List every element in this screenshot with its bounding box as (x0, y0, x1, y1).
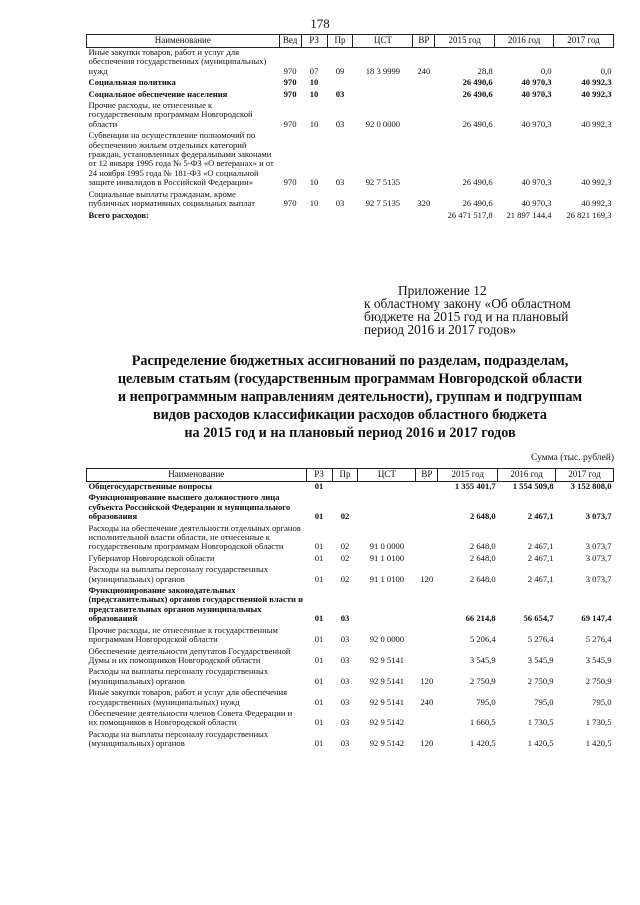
col-header-2015: 2015 год (435, 35, 495, 48)
top-budget-table (86, 34, 614, 220)
row-2016: 2 750,9 (527, 675, 554, 686)
col-header-2016: 2016 год (498, 469, 556, 482)
appendix-line: бюджете на 2015 год и на плановый (364, 309, 569, 324)
row-2017: 3 073,7 (585, 511, 612, 522)
row-2015: 5 206,4 (469, 634, 496, 645)
row-rz: 01 (314, 511, 324, 522)
row-vr (416, 552, 438, 563)
row-vr (413, 99, 435, 129)
row-pr (332, 482, 358, 492)
row-rz: 01 (314, 481, 324, 491)
row-name: Расходы на обеспечение деятельности отдельных органов исполнительной власти области, не отнесенные к государственным программам Новгородской области (88, 522, 301, 552)
row-cst (358, 482, 416, 492)
table-row (87, 99, 614, 129)
table-row (87, 48, 614, 77)
col-header-vr: ВР (416, 469, 438, 482)
row-name: Иные закупки товаров, работ и услуг для обеспечения государственных (муниципальных) нужд (88, 687, 288, 707)
row-2017: 5 276,4 (585, 634, 612, 645)
row-rz: 10 (309, 77, 319, 88)
row-name: Социальные выплаты гражданам, кроме публичных нормативных социальных выплат (88, 188, 256, 209)
row-2015: 2 648,0 (469, 541, 496, 552)
row-2017: 40 992,3 (581, 198, 612, 209)
title-line: видов расходов классификации расходов областного бюджета (152, 407, 548, 423)
row-ved: 970 (283, 65, 297, 76)
row-pr: 03 (340, 717, 350, 728)
row-ved: 970 (283, 77, 297, 88)
row-2015: 3 545,9 (469, 654, 496, 665)
row-2017: 1 420,5 (585, 738, 612, 749)
appendix-line: период 2016 и 2017 годов» (364, 322, 517, 337)
row-2015: 26 490,6 (462, 77, 493, 88)
row-name: Субвенции на осуществление полномочий по обеспечению жильем отдельных категорий граждан, установленных федеральными законами от 12 января 1995 года № 5-ФЗ «О ветеранах» и от 24 ноября 1995 года № 181-ФЗ «О социальной защите инвалидов в Российской Федерации» (88, 130, 274, 188)
row-vr (416, 491, 438, 521)
row-vr (416, 707, 438, 728)
row-name: Функционирование законодательных (представительных) органов государственной власти и представительных органов муниципальных образований (88, 585, 304, 624)
row-cst: 18 3 9999 (365, 65, 401, 76)
row-2016: 1 554 509,8 (512, 481, 554, 491)
row-vr (416, 624, 438, 645)
row-2016: 1 730,5 (527, 717, 554, 728)
row-2017: 1 730,5 (585, 717, 612, 728)
row-name: Обеспечение деятельности членов Совета Федерации и их помощников в Новгородской области (88, 707, 293, 728)
row-2016: 40 970,3 (521, 77, 552, 88)
row-2015: 2 750,9 (469, 675, 496, 686)
row-name: Прочие расходы, не отнесенные к государственным программам Новгородской области (88, 100, 253, 129)
row-2015: 26 490,6 (462, 118, 493, 129)
row-cst: 92 0 0000 (369, 634, 405, 645)
row-cst: 92 9 5141 (369, 696, 405, 707)
col-header-pr: Пр (327, 35, 353, 48)
row-name: Прочие расходы, не отнесенные к государственным программам Новгородской области (88, 624, 278, 645)
total-row (87, 209, 614, 220)
row-pr: 03 (340, 654, 350, 665)
row-ved: 970 (283, 88, 297, 99)
row-pr: 02 (340, 573, 350, 584)
row-2015: 2 648,0 (469, 552, 496, 563)
row-rz: 10 (309, 118, 319, 129)
document-title (86, 352, 614, 442)
row-rz: 10 (309, 198, 319, 209)
row-pr: 02 (340, 511, 350, 522)
row-rz: 07 (309, 65, 319, 76)
row-cst (358, 491, 416, 521)
page-number: 178 (310, 16, 330, 31)
table-row (87, 728, 614, 749)
row-2015: 1 355 401,7 (454, 481, 496, 491)
row-pr: 03 (340, 696, 350, 707)
row-cst (358, 584, 416, 624)
table-row (87, 686, 614, 707)
title-line: целевым статьям (государственным программам Новгородской области (117, 371, 583, 387)
table-row (87, 552, 614, 563)
row-cst: 91 0 0000 (369, 541, 405, 552)
row-2015: 2 648,0 (469, 511, 496, 522)
col-header-2017: 2017 год (554, 35, 614, 48)
table-row (87, 645, 614, 666)
bottom-budget-table (86, 468, 614, 749)
row-pr: 03 (340, 675, 350, 686)
table-row (87, 522, 614, 552)
row-2016: 40 970,3 (521, 198, 552, 209)
row-2016: 2 467,1 (527, 552, 554, 563)
table-row (87, 129, 614, 187)
row-vr (416, 645, 438, 666)
row-cst: 92 7 5135 (365, 198, 401, 209)
row-2016: 5 276,4 (527, 634, 554, 645)
row-cst: 92 9 5142 (369, 717, 405, 728)
row-pr: 03 (335, 198, 345, 209)
row-rz: 01 (314, 654, 324, 665)
row-name: Социальное обеспечение населения (88, 88, 228, 99)
col-header-vr: ВР (413, 35, 435, 48)
row-name: Обеспечение деятельности депутатов Государственной Думы и их помощников Новгородской области (88, 645, 291, 665)
row-2015: 26 490,6 (462, 198, 493, 209)
row-vr (416, 584, 438, 624)
row-name: Расходы на выплаты персоналу государственных (муниципальных) органов (88, 564, 269, 584)
row-2015: 1 420,5 (469, 738, 496, 749)
row-cst: 92 0 0000 (365, 118, 401, 129)
col-header-cst: ЦСТ (353, 35, 413, 48)
row-rz: 10 (309, 177, 319, 188)
row-2017: 0,0 (600, 65, 612, 76)
col-header-2015: 2015 год (438, 469, 498, 482)
row-vr (416, 482, 438, 492)
row-vr: 120 (420, 675, 434, 686)
row-vr: 240 (420, 696, 434, 707)
row-vr: 240 (417, 65, 431, 76)
col-header-cst: ЦСТ (358, 469, 416, 482)
row-vr (413, 88, 435, 99)
row-rz: 01 (314, 738, 324, 749)
row-name: Иные закупки товаров, работ и услуг для обеспечения государственных (муниципальных) нужд (88, 47, 267, 76)
col-header-rz: РЗ (306, 469, 332, 482)
row-cst: 92 9 5141 (369, 654, 405, 665)
col-header-name: Наименование (87, 35, 280, 48)
row-2017: 40 992,3 (581, 118, 612, 129)
row-pr: 02 (340, 541, 350, 552)
total-label: Всего расходов: (88, 209, 149, 220)
row-name: Губернатор Новгородской области (88, 552, 215, 563)
col-header-name: Наименование (87, 469, 307, 482)
row-cst: 92 9 5142 (369, 738, 405, 749)
row-2017: 2 750,9 (585, 675, 612, 686)
row-name: Расходы на выплаты персоналу государственных (муниципальных) органов (88, 728, 269, 749)
row-2016: 56 654,7 (523, 613, 554, 624)
row-rz: 01 (314, 634, 324, 645)
row-vr (413, 129, 435, 187)
row-rz: 01 (314, 573, 324, 584)
appendix-note (364, 284, 626, 336)
row-2016: 2 467,1 (527, 573, 554, 584)
row-2017: 69 147,4 (581, 613, 612, 624)
row-cst: 92 9 5141 (369, 675, 405, 686)
bottom-table-body (87, 482, 614, 749)
row-2017: 40 992,3 (581, 88, 612, 99)
row-vr: 120 (420, 573, 434, 584)
table-row (87, 563, 614, 584)
row-2017: 40 992,3 (581, 177, 612, 188)
table-row (87, 76, 614, 87)
col-header-2017: 2017 год (556, 469, 614, 482)
col-header-ved: Вед (279, 35, 301, 48)
row-2015: 2 648,0 (469, 573, 496, 584)
row-2016: 40 970,3 (521, 118, 552, 129)
row-vr (413, 76, 435, 87)
row-pr: 03 (340, 738, 350, 749)
row-2017: 40 992,3 (581, 77, 612, 88)
row-vr: 120 (420, 738, 434, 749)
row-rz: 01 (314, 696, 324, 707)
row-rz: 01 (314, 541, 324, 552)
table-row (87, 707, 614, 728)
row-cst (353, 76, 413, 87)
row-ved: 970 (283, 198, 297, 209)
row-ved: 970 (283, 177, 297, 188)
row-2015: 28,8 (477, 65, 493, 76)
top-table-body (87, 48, 614, 220)
row-2015: 66 214,8 (465, 613, 496, 624)
row-2015: 26 490,6 (462, 88, 493, 99)
row-2016: 795,0 (534, 696, 554, 707)
table-row (87, 624, 614, 645)
row-name: Социальная политика (88, 77, 176, 88)
row-2017: 3 152 808,0 (570, 481, 612, 491)
row-rz: 01 (314, 613, 324, 624)
row-2017: 795,0 (592, 696, 612, 707)
row-2016: 2 467,1 (527, 541, 554, 552)
appendix-title: Приложение 12 (398, 283, 487, 298)
table-row (87, 88, 614, 99)
title-line: Распределение бюджетных ассигнований по разделам, подразделам, (131, 353, 569, 369)
row-pr: 03 (335, 177, 345, 188)
row-name: Функционирование высшего должностного лица субъекта Российской Федерации и муниципального образования (88, 492, 291, 522)
row-2016: 40 970,3 (521, 177, 552, 188)
row-cst: 91 1 0100 (369, 573, 405, 584)
row-2017: 3 073,7 (585, 552, 612, 563)
table-row (87, 482, 614, 492)
table-row (87, 491, 614, 521)
row-pr: 03 (335, 88, 345, 99)
row-rz: 10 (309, 88, 319, 99)
row-2016: 2 467,1 (527, 511, 554, 522)
table-row (87, 665, 614, 686)
table-row (87, 584, 614, 624)
row-2017: 3 073,7 (585, 541, 612, 552)
total-2016: 21 897 144,4 (506, 209, 552, 220)
table-row (87, 188, 614, 209)
row-2017: 3 073,7 (585, 573, 612, 584)
row-2017: 3 545,9 (585, 654, 612, 665)
row-pr: 03 (340, 634, 350, 645)
bottom-table-header-row (87, 469, 614, 482)
row-2016: 3 545,9 (527, 654, 554, 665)
row-rz: 01 (314, 675, 324, 686)
row-pr: 03 (335, 118, 345, 129)
row-2016: 0,0 (540, 65, 552, 76)
row-2015: 795,0 (476, 696, 496, 707)
row-ved: 970 (283, 118, 297, 129)
row-2016: 1 420,5 (527, 738, 554, 749)
title-line: на 2015 год и на плановый период 2016 и 2017 годов (184, 425, 516, 441)
row-pr: 03 (340, 613, 350, 624)
top-table-header-row (87, 35, 614, 48)
col-header-pr: Пр (332, 469, 358, 482)
row-2015: 1 660,5 (469, 717, 496, 728)
total-2017: 26 821 169,3 (566, 209, 612, 220)
row-vr: 320 (417, 198, 431, 209)
row-2015: 26 490,6 (462, 177, 493, 188)
total-2015: 26 471 517,8 (447, 209, 493, 220)
title-line: и непрограммным направлениям деятельности), группам и подгруппам (117, 389, 583, 405)
row-vr (416, 522, 438, 552)
row-name: Общегосударственные вопросы (88, 481, 212, 491)
appendix-line: к областному закону «Об областном (364, 296, 571, 311)
row-pr (327, 76, 353, 87)
row-rz: 01 (314, 717, 324, 728)
row-cst: 92 7 5135 (365, 177, 401, 188)
row-2016: 40 970,3 (521, 88, 552, 99)
row-cst (353, 88, 413, 99)
units-note: Сумма (тыс. рублей) (531, 453, 614, 463)
col-header-rz: РЗ (301, 35, 327, 48)
row-pr: 09 (335, 65, 345, 76)
row-pr: 02 (340, 552, 350, 563)
col-header-2016: 2016 год (495, 35, 554, 48)
row-rz: 01 (314, 552, 324, 563)
row-cst: 91 1 0100 (369, 552, 405, 563)
row-name: Расходы на выплаты персоналу государственных (муниципальных) органов (88, 666, 269, 686)
